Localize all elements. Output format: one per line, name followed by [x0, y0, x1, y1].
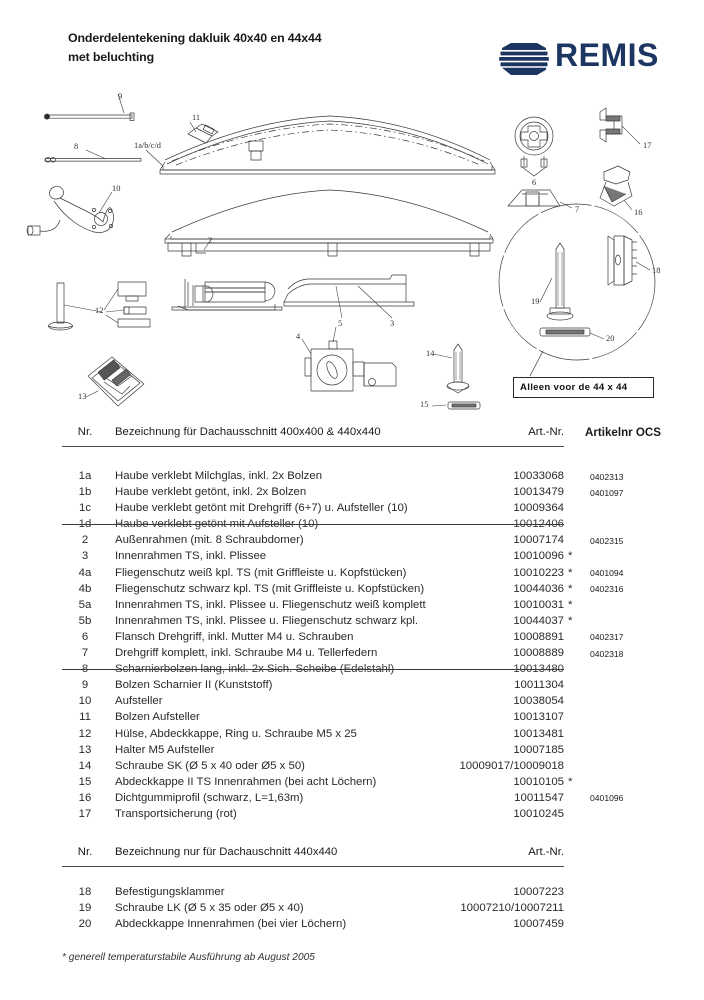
table-main-header-rule — [62, 446, 564, 447]
table-row — [0, 916, 704, 932]
cell-article-number: 10008889 — [513, 647, 564, 660]
cell-description: Innenrahmen TS, inkl. Plissee u. Fliegenschutz schwarz kpl. — [115, 614, 419, 627]
table-row — [0, 790, 704, 806]
table-row — [0, 726, 704, 742]
cell-article-number: 10013479 — [513, 486, 564, 499]
cell-description: Transportsicherung (rot) — [115, 807, 237, 820]
part-1-dome-hood-upper — [146, 116, 495, 174]
part-20-inner-frame-cap — [540, 328, 604, 339]
row-strikethrough — [62, 524, 564, 525]
table-main-header-art: Art.-Nr. — [528, 426, 564, 438]
table-main-header-row — [0, 426, 704, 448]
cell-article-number: 10007210/10007211 — [460, 902, 564, 915]
table-row — [0, 565, 704, 581]
cell-description: Fliegenschutz weiß kpl. TS (mit Griffleiste u. Kopfstücken) — [115, 566, 407, 579]
cell-ocs-number: 0401097 — [590, 487, 624, 498]
cell-description: Drehgriff komplett, inkl. Schraube M4 u. Tellerfedern — [115, 647, 378, 660]
cell-description: Haube verklebt getönt, inkl. 2x Bolzen — [115, 486, 307, 499]
callout-10: 10 — [112, 184, 121, 193]
part-8-long-bolt — [45, 150, 141, 162]
remis-logo-text: REMIS — [555, 37, 659, 73]
table-row — [0, 613, 704, 629]
cell-nr: 15 — [78, 775, 92, 788]
parts-table-main — [0, 426, 704, 822]
table-row — [0, 645, 704, 661]
table-secondary-header-rule — [62, 866, 564, 867]
table-secondary-header-gap — [0, 868, 704, 884]
cell-nr: 18 — [78, 886, 92, 899]
cell-article-number: 10044036 — [513, 582, 564, 595]
cell-description: Fliegenschutz schwarz kpl. TS (mit Griffleiste u. Kopfstücken) — [115, 582, 425, 595]
cell-description: Dichtgummiprofil (schwarz, L=1,63m) — [115, 791, 304, 804]
cell-footnote-marker: * — [568, 582, 573, 595]
table-row — [0, 677, 704, 693]
callout-12: 12 — [95, 306, 104, 315]
callout-5: 5 — [338, 319, 343, 328]
cell-description: Haube verklebt Milchglas, inkl. 2x Bolzen — [115, 470, 323, 482]
table-row — [0, 516, 704, 532]
callout-2: 2 — [208, 236, 213, 245]
part-18-mounting-clamp — [608, 236, 650, 285]
page-title-line1: Onderdelentekening dakluik 40x40 en 44x44 — [68, 31, 322, 45]
cell-description: Scharnierbolzen lang, inkl. 2x Sich. Scheibe (Edelstahl) — [115, 663, 395, 676]
cell-nr: 4b — [78, 582, 92, 595]
cell-description: Haube verklebt getönt mit Aufsteller (10) — [115, 518, 319, 531]
cell-article-number: 10008891 — [513, 630, 564, 643]
cell-description: Flansch Drehgriff, inkl. Mutter M4 u. Schrauben — [115, 630, 354, 643]
cell-footnote-marker: * — [568, 775, 573, 788]
44x44-detail-circle — [499, 204, 655, 376]
table-main-header-nr: Nr. — [77, 426, 93, 438]
cell-ocs-number: 0402315 — [590, 535, 624, 546]
cell-article-number: 10010105 — [513, 775, 564, 788]
table-row — [0, 581, 704, 597]
part-17-transport-lock — [600, 108, 640, 144]
callout-3: 3 — [390, 319, 395, 328]
cell-ocs-number: 0401096 — [590, 793, 624, 804]
cell-article-number: 10033068 — [513, 470, 564, 482]
cell-article-number: 10009364 — [513, 502, 564, 515]
cell-description: Befestigungsklammer — [115, 886, 225, 899]
page-title-line2: met beluchting — [68, 50, 155, 64]
cell-article-number: 10013107 — [513, 711, 564, 724]
callout-11: 11 — [192, 113, 201, 122]
part-16-rubber-seal-profile — [600, 166, 632, 210]
table-row — [0, 597, 704, 613]
cell-footnote-marker: * — [568, 598, 573, 611]
cell-nr: 19 — [78, 902, 92, 915]
cell-article-number: 10038054 — [513, 695, 564, 708]
cell-article-number: 10011547 — [514, 791, 564, 804]
cell-article-number: 10013481 — [513, 727, 564, 740]
cell-article-number: 10044037 — [513, 614, 564, 627]
table-row — [0, 758, 704, 774]
cell-ocs-number: 0402318 — [590, 648, 624, 659]
cell-nr: 10 — [78, 695, 92, 708]
part-6-flange-rotary-handle — [515, 117, 553, 176]
cell-article-number: 10009017/10009018 — [459, 759, 564, 772]
callout-1abcd: 1a/b/c/d — [134, 141, 161, 150]
part-15-cover-cap — [432, 402, 480, 409]
cell-ocs-number: 0401094 — [590, 568, 624, 579]
cell-description: Schraube SK (Ø 5 x 40 oder Ø5 x 50) — [115, 759, 305, 772]
cell-nr: 14 — [78, 759, 92, 772]
cell-description: Bolzen Scharnier II (Kunststoff) — [115, 679, 273, 692]
table-secondary-header-desc: Bezeichnung nur für Dachauschnitt 440x440 — [115, 846, 338, 859]
cell-nr: 4a — [78, 566, 92, 579]
table-row — [0, 661, 704, 677]
cell-article-number: 10012406 — [513, 518, 564, 531]
cell-article-number: 10010031 — [513, 598, 564, 611]
cell-footnote-marker: * — [568, 614, 573, 627]
callout-20: 20 — [606, 334, 615, 343]
cell-article-number: 10010223 — [513, 566, 564, 579]
cell-nr: 12 — [78, 727, 92, 740]
cell-article-number: 10010096 — [513, 550, 564, 563]
callout-15: 15 — [420, 400, 429, 409]
parts-table-secondary-wrap — [0, 846, 704, 932]
cell-nr: 16 — [78, 791, 92, 804]
cell-description: Halter M5 Aufsteller — [115, 743, 215, 756]
cell-description: Abdeckkappe Innenrahmen (bei vier Löchern) — [115, 918, 347, 931]
cell-ocs-number: 0402313 — [590, 471, 624, 482]
remis-logo — [497, 38, 662, 80]
cell-article-number: 10010245 — [513, 807, 564, 820]
note-box-44x44 — [513, 377, 654, 398]
cell-nr: 5a — [78, 598, 92, 611]
cell-nr: 7 — [81, 647, 89, 660]
table-main-body — [0, 468, 704, 822]
cell-nr: 20 — [78, 918, 92, 931]
page-title — [68, 29, 468, 67]
cell-description: Innenrahmen TS, inkl. Plissee — [115, 550, 267, 563]
table-row — [0, 774, 704, 790]
callout-8: 8 — [74, 142, 79, 151]
cell-description: Abdeckkappe II TS Innenrahmen (bei acht Löchern) — [115, 775, 377, 788]
remis-logo-mark — [497, 42, 551, 76]
table-row — [0, 500, 704, 516]
cell-nr: 1b — [78, 486, 92, 499]
cell-nr: 13 — [78, 743, 92, 756]
callout-9: 9 — [118, 92, 123, 101]
cell-description: Schraube LK (Ø 5 x 35 oder Ø5 x 40) — [115, 902, 304, 915]
callout-18: 18 — [652, 266, 661, 275]
part-13-bracket-m5 — [86, 357, 144, 406]
part-3-inner-frame-section — [172, 275, 414, 318]
cell-ocs-number: 0402317 — [590, 632, 624, 643]
table-row — [0, 484, 704, 500]
parts-drawing-svg — [0, 86, 704, 426]
cell-nr: 8 — [81, 663, 89, 676]
cell-nr: 2 — [81, 534, 89, 547]
part-2-outer-frame — [165, 190, 493, 256]
table-secondary-header-art: Art.-Nr. — [528, 846, 564, 859]
table-secondary-header-row — [0, 846, 704, 868]
cell-article-number: 10011304 — [514, 679, 564, 692]
callout-16: 16 — [634, 208, 643, 217]
cell-nr: 1d — [78, 518, 92, 531]
callout-14: 14 — [426, 349, 435, 358]
part-14-sk-screw — [434, 344, 469, 393]
table-secondary-body — [0, 884, 704, 932]
part-4-handle-block — [302, 327, 396, 391]
table-row — [0, 742, 704, 758]
table-row — [0, 693, 704, 709]
table-row — [0, 806, 704, 822]
part-10-stay-arm — [27, 186, 114, 235]
table-secondary-header-nr: Nr. — [77, 846, 93, 859]
cell-description: Bolzen Aufsteller — [115, 711, 200, 724]
parts-tables — [0, 426, 704, 963]
cell-ocs-number: 0402316 — [590, 584, 624, 595]
cell-article-number: 10013480 — [513, 663, 564, 676]
cell-footnote-marker: * — [568, 566, 573, 579]
cell-nr: 3 — [81, 550, 89, 563]
callout-19: 19 — [531, 297, 540, 306]
callout-13: 13 — [78, 392, 87, 401]
cell-nr: 6 — [81, 630, 89, 643]
exploded-parts-drawing — [0, 86, 704, 426]
table-row — [0, 709, 704, 725]
table-main-header-desc: Bezeichnung für Dachausschnitt 400x400 & 440x440 — [115, 426, 381, 438]
callout-7: 7 — [575, 205, 580, 214]
cell-nr: 1a — [78, 470, 92, 482]
callout-17: 17 — [643, 141, 652, 150]
cell-description: Aufsteller — [115, 695, 163, 708]
cell-nr: 17 — [78, 807, 92, 820]
callout-4: 4 — [296, 332, 301, 341]
cell-article-number: 10007185 — [513, 743, 564, 756]
cell-article-number: 10007223 — [513, 886, 564, 899]
table-main-header-ocs: Artikelnr OCS — [585, 426, 662, 439]
part-19-lk-screw — [540, 243, 573, 320]
parts-table-secondary — [0, 846, 704, 932]
table-row — [0, 468, 704, 484]
note-box-text: Alleen voor de 44 x 44 — [520, 382, 628, 393]
table-row — [0, 532, 704, 548]
cell-description: Haube verklebt getönt mit Drehgriff (6+7) u. Aufsteller (10) — [115, 502, 408, 515]
callout-6: 6 — [532, 178, 537, 187]
table-row — [0, 548, 704, 564]
page-header — [0, 0, 704, 88]
table-main-header-gap — [0, 448, 704, 468]
cell-article-number: 10007459 — [513, 918, 564, 931]
row-strikethrough — [62, 669, 564, 670]
table-row — [0, 900, 704, 916]
cell-nr: 1c — [78, 502, 92, 515]
cell-article-number: 10007174 — [513, 534, 564, 547]
cell-description: Außenrahmen (mit. 8 Schraubdomer) — [115, 534, 304, 547]
table-row — [0, 884, 704, 900]
cell-nr: 9 — [81, 679, 89, 692]
cell-nr: 11 — [79, 711, 91, 724]
cell-description: Innenrahmen TS, inkl. Plissee u. Fliegenschutz weiß komplett — [115, 598, 426, 611]
cell-footnote-marker: * — [568, 550, 573, 563]
footnote: * generell temperaturstabile Ausführung ab August 2005 — [62, 952, 315, 964]
cell-nr: 5b — [78, 614, 92, 627]
cell-description: Hülse, Abdeckkappe, Ring u. Schraube M5 x 25 — [115, 727, 357, 740]
table-row — [0, 629, 704, 645]
